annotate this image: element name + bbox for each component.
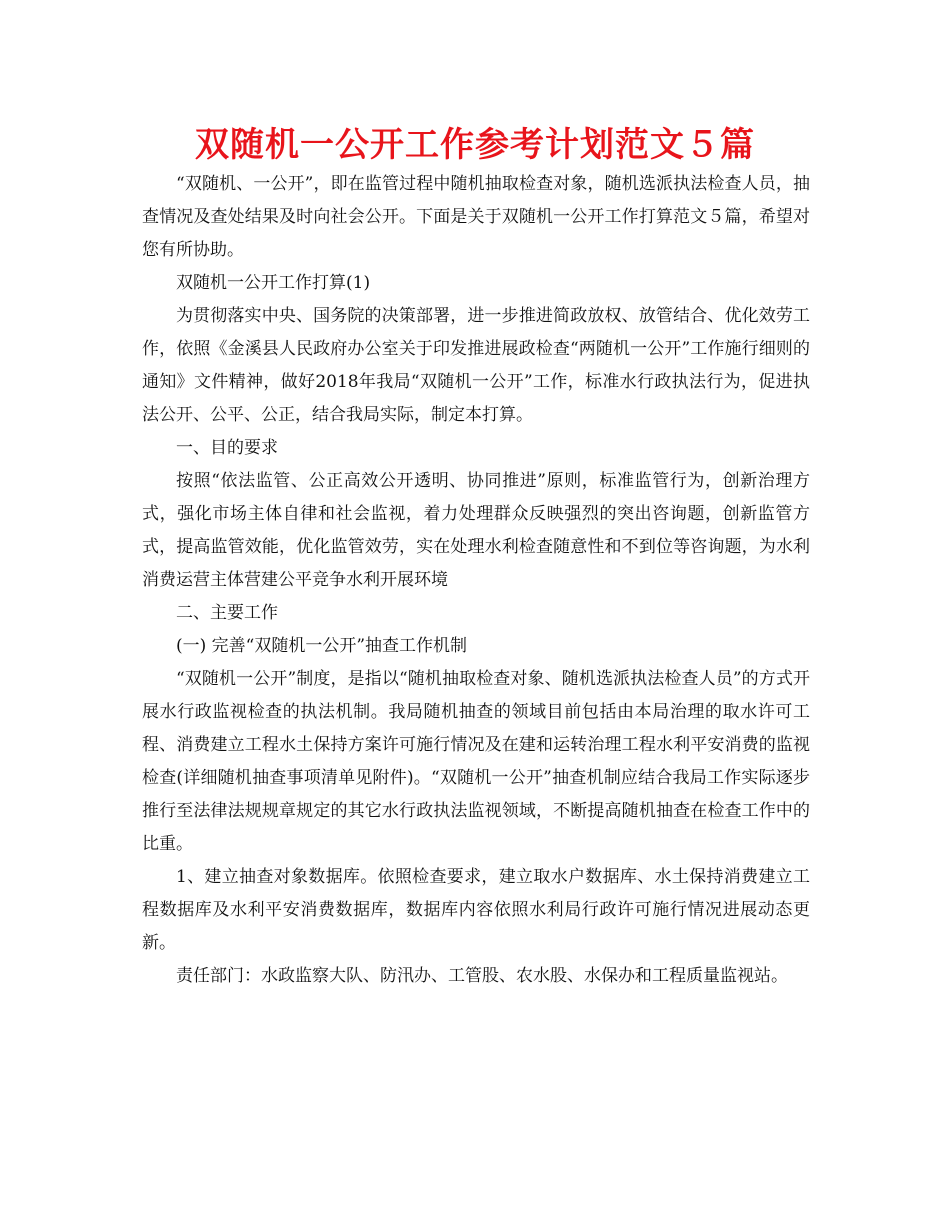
paragraph-intro: “双随机、一公开”，即在监管过程中随机抽取检查对象，随机选派执法检查人员，抽查情况及查处结果及时向社会公开。下面是关于双随机一公开工作打算范文５篇，希望对您有所协助。	[142, 174, 810, 260]
paragraph-database: 1、建立抽查对象数据库。依照检查要求，建立取水户数据库、水土保持消费建立工程数据库及水利平安消费数据库，数据库内容依照水利局行政许可施行情况进展动态更新。	[142, 867, 810, 953]
paragraph-plan-purpose: 为贯彻落实中央、国务院的决策部署，进一步推进简政放权、放管结合、优化效劳工作，依照《金溪县人民政府办公室关于印发推进展政检查“两随机一公开”工作施行细则的通知》文件精神，做好2018年我局“双随机一公开”工作，标准水行政执法行为，促进执法公开、公平、公正，结合我局实际，制定本打算。	[142, 306, 810, 425]
paragraph-goals: 按照“依法监管、公正高效公开透明、协同推进”原则，标准监管行为，创新治理方式，强化市场主体自律和社会监视，着力处理群众反映强烈的突出咨询题，创新监管方式，提高监管效能，优化监管效劳，实在处理水利检查随意性和不到位等咨询题，为水利消费运营主体营建公平竞争水利开展环境	[142, 471, 810, 590]
section-heading-main-work: 二、主要工作	[176, 603, 278, 623]
paragraph-mechanism: “双随机一公开”制度，是指以“随机抽取检查对象、随机选派执法检查人员”的方式开展水行政监视检查的执法机制。我局随机抽查的领域目前包括由本局治理的取水许可工程、消费建立工程水土保持方案许可施行情况及在建和运转治理工程水利平安消费的监视检查(详细随机抽查事项清单见附件)。“双随机一公开”抽查机制应结合我局工作实际逐步推行至法律法规规章规定的其它水行政执法监视领域，不断提高随机抽查在检查工作中的比重。	[142, 669, 810, 854]
paragraph-responsible-departments: 责任部门：水政监察大队、防汛办、工管股、农水股、水保办和工程质量监视站。	[176, 966, 788, 986]
document-body	[142, 168, 810, 993]
subsection-heading-mechanism: (一) 完善“双随机一公开”抽查工作机制	[176, 636, 468, 656]
paragraph-plan-heading: 双随机一公开工作打算(1)	[176, 273, 371, 293]
document-title: 双随机一公开工作参考计划范文５篇	[195, 125, 755, 165]
section-heading-goals: 一、目的要求	[176, 438, 278, 458]
